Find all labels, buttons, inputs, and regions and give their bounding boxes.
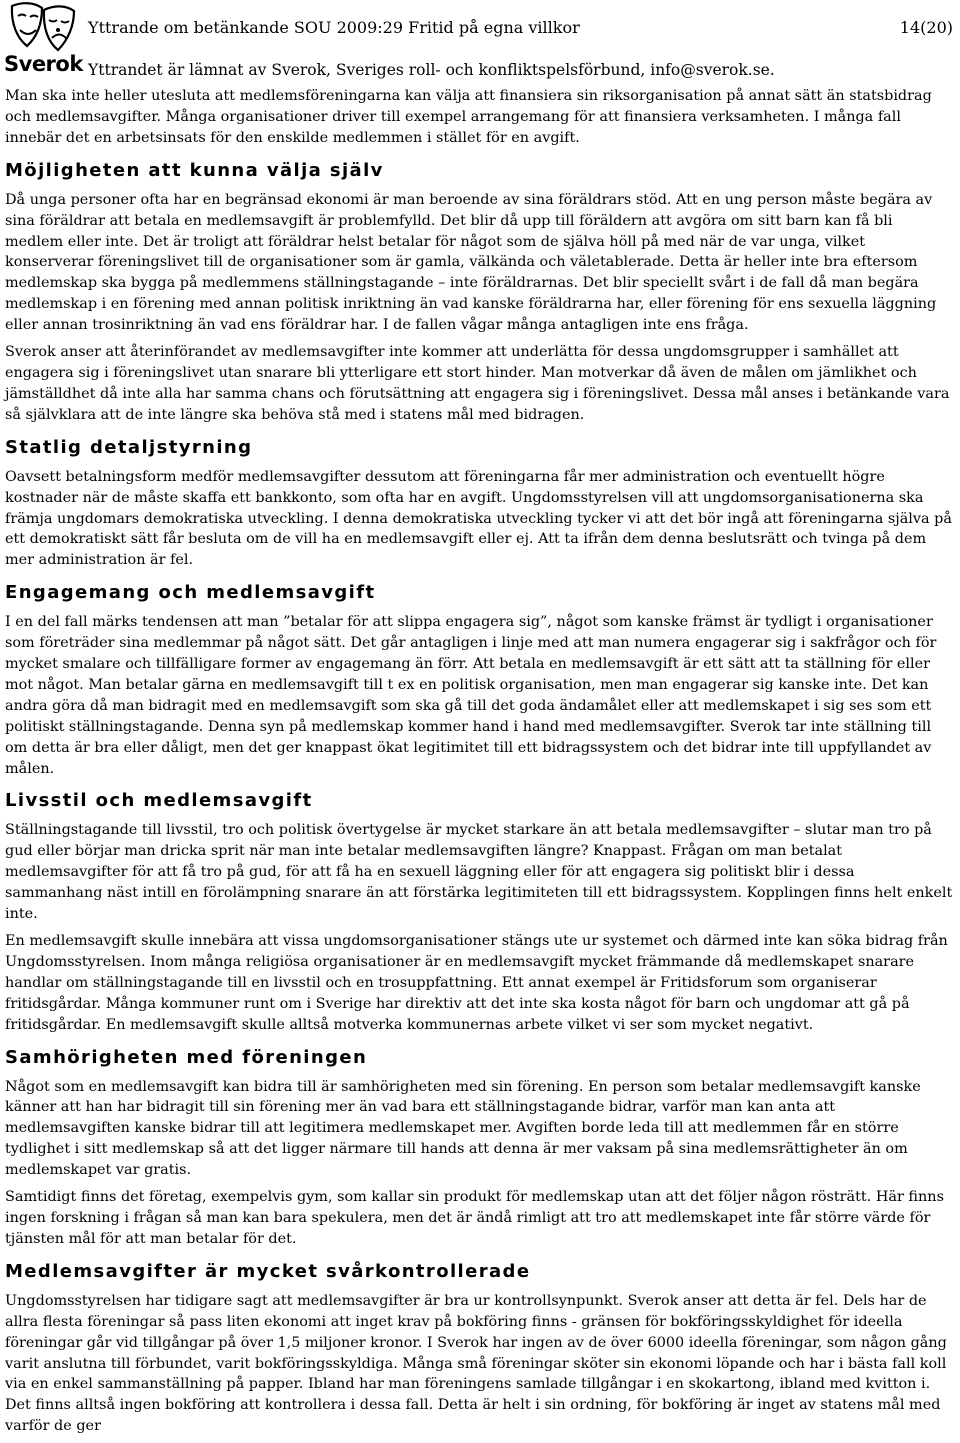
body-paragraph: En medlemsavgift skulle innebära att vissa ungdomsorganisationer stängs ute ur systemet och därmed inte kan söka bidrag från Ungdomsstyrelsen. Inom många religiösa organisationer är en medlemsavgift mycket främmande då medlemskapet snarare handlar om ställningstagande till en livsstil och en trosuppfattning. Ett annat exempel är Fritidsforum som organiserar fritidsgårdar. Många kommuner runt om i Sverige har direktiv att det inte ska kosta något för barn och ungdomar att gå på fritidsgårdar. En medlemsavgift skulle alltså motverka kommunernas arbete vilket vi ser som mycket negativt. (5, 933, 948, 1033)
body-paragraph: Sverok anser att återinförandet av medlemsavgifter inte kommer att underlätta för dessa ungdomsgrupper i samhället att engagera sig i föreningslivet utan snarare bli ytterligare ett stort hinder. Man motverkar då även de målen om jämlikhet och jämställdhet då inte alla har samma chans och förutsättning att engagera sig i föreningslivet. Dessa mål anses i betänkande vara så självklara att de inte längre ska behöva stå med i statens mål med bidragen. (5, 344, 950, 423)
body-paragraph: Då unga personer ofta har en begränsad ekonomi är man beroende av sina föräldrars stöd. Att en ung person måste begära av sina föräldrar att betala en medlemsavgift är problemfylld. Det blir då upp till föräldern att avgöra om sitt barn kan få bli medlem eller inte. Det är troligt att föräldrar helst betalar för något som de själva höll på med när de var unga, vilket konserverar föreningslivet till de organisationer som är gamla, välkända och väletablerade. Detta är heller inte bra eftersom medlemskap ska bygga på medlemmens ställningstagande – inte föräldrarnas. Det blir speciellt svårt i de fall då man begära medlemskap i en förening med annan politisk inriktning än vad kanske föräldrarna har, eller förening för ens sexuella läggning eller annan trosinriktning än vad ens föräldrar har. I de fallen vågar många antagligen inte ens fråga. (5, 191, 937, 334)
document-body (5, 86, 954, 1443)
logo-wordmark: Sverok (4, 52, 83, 76)
document-title: Yttrande om betänkande SOU 2009:29 Fritid på egna villkor (88, 18, 580, 37)
section-heading: Statlig detaljstyrning (5, 436, 253, 458)
body-paragraph: Ungdomsstyrelsen har tidigare sagt att medlemsavgifter är bra ur kontrollsynpunkt. Sverok anser att detta är fel. Dels har de allra flesta föreningar så pass liten ekonomi att inget krav på bokföring finns - gränsen för bokföringsskyldighet för ideella föreningar går vid tillgångar på över 1,5 miljoner kronor. I Sverok har ingen av de över 6000 ideella föreningar, som någon gång varit anslutna till förbundet, varit bokföringsskyldiga. Många små föreningar sköter sin ekonomi löpande och har i bästa fall koll via en enkel sammanställning på papper. Ibland har man föreningens samlade tillgångar i en skokartong, ibland med kvitton i. Det finns alltså ingen bokföring att kontrollera i dessa fall. Detta är helt i sin ordning, för bokföring är inget av statens mål med varför de ger (5, 1292, 947, 1435)
intro-paragraph: Man ska inte heller utesluta att medlemsföreningarna kan välja att finansiera sin riksorganisation på annat sätt än statsbidrag och medlemsavgifter. Många organisationer driver till exempel arrangemang för att finansiera verksamheten. I många fall innebär det en arbetsinsats för den enskilde medlemmen i stället för en avgift. (5, 88, 932, 146)
page-number: 14(20) (899, 18, 953, 37)
body-paragraph: Oavsett betalningsform medför medlemsavgifter dessutom att föreningarna får mer administration och eventuellt högre kostnader när de måste skaffa ett bankkonto, som ofta har en avgift. Ungdomsstyrelsen vill att ungdomsorganisationerna ska främja ungdomars demokratiska utveckling. I denna demokratiska utveckling tycker vi att det bör ingå att föreningarna själva på ett demokratiskt sätt får besluta om de vill ha en medlemsavgift eller ej. Att ta ifrån dem denna beslutsrätt och tvinga på dem mer administration är fel. (5, 468, 952, 569)
sverok-logo (4, 0, 84, 78)
section-heading: Samhörigheten med föreningen (5, 1046, 368, 1068)
document-subtitle: Yttrandet är lämnat av Sverok, Sveriges roll- och konfliktspelsförbund, info@sverok.se. (88, 61, 775, 79)
body-paragraph: I en del fall märks tendensen att man ”betalar för att slippa engagera sig”, något som kanske främst är tydligt i organisationer som företräder sina medlemmar på något sätt. Det går antagligen i linje med att man numera engagerar sig i sakfrågor och för mycket smalare och tillfälligare former av engagemang än förr. Att betala en medlemsavgift är ett sätt att ta ställning för eller mot något. Man betalar gärna en medlemsavgift till t ex en politisk organisation, men man engagerar sig kanske inte. Det kan andra göra då man bidragit med en medlemsavgift som ska gå till det goda ändamålet eller att medlemskapet i sig ses som ett politiskt ställningstagande. Denna syn på medlemskap kommer hand i hand med medlemsavgifter. Sverok tar inte ställning till om detta är bra eller dåligt, men det ger knappast ökat legitimitet till ett bidragssystem och det bidrar inte till uppfyllandet av målen. (5, 614, 937, 777)
section-heading: Livsstil och medlemsavgift (5, 790, 313, 812)
section-heading: Engagemang och medlemsavgift (5, 582, 376, 604)
section-heading: Möjligheten att kunna välja själv (5, 159, 384, 181)
body-paragraph: Ställningstagande till livsstil, tro och politisk övertygelse är mycket starkare än att betala medlemsavgifter – slutar man tro på gud eller börjar man dricka sprit när man inte betalar medlemsavgiften längre? Knappast. Frågan om man betalat medlemsavgifter för att få tro på gud, för att få ha en sexuell läggning eller för att engagera sig politiskt blir i dessa sammanhang näst intill en förolämpning snarare än att förstärka legitimiteten till ett bidragssystem. Kopplingen finns helt enkelt inte. (5, 822, 953, 923)
section-heading: Medlemsavgifter är mycket svårkontrollerade (5, 1260, 531, 1282)
theatre-masks-icon (8, 0, 78, 54)
body-paragraph: Samtidigt finns det företag, exempelvis gym, som kallar sin produkt för medlemskap utan att det följer någon rösträtt. Här finns ingen forskning i frågan så man kan bara spekulera, men det är ändå rimligt att tro att medlemskapet inte får större värde för tjänsten mål för att man betalar för det. (5, 1189, 944, 1247)
body-paragraph: Något som en medlemsavgift kan bidra till är samhörigheten med sin förening. En person som betalar medlemsavgift kanske känner att han har bidragit till sin förening mer än vad bara ett ställningstagande bidrar, varför man kan anta att medlemsavgiften kanske bidrar till att legitimera medlemskapet mer. Avgiften borde leda till att medlemmen får en större tydlighet i sitt medlemskap så att det ligger närmare till hands att denna är mer vaksam på sina medlemsrättigheter än om medlemskapet var gratis. (5, 1078, 921, 1179)
page-header (0, 0, 960, 80)
